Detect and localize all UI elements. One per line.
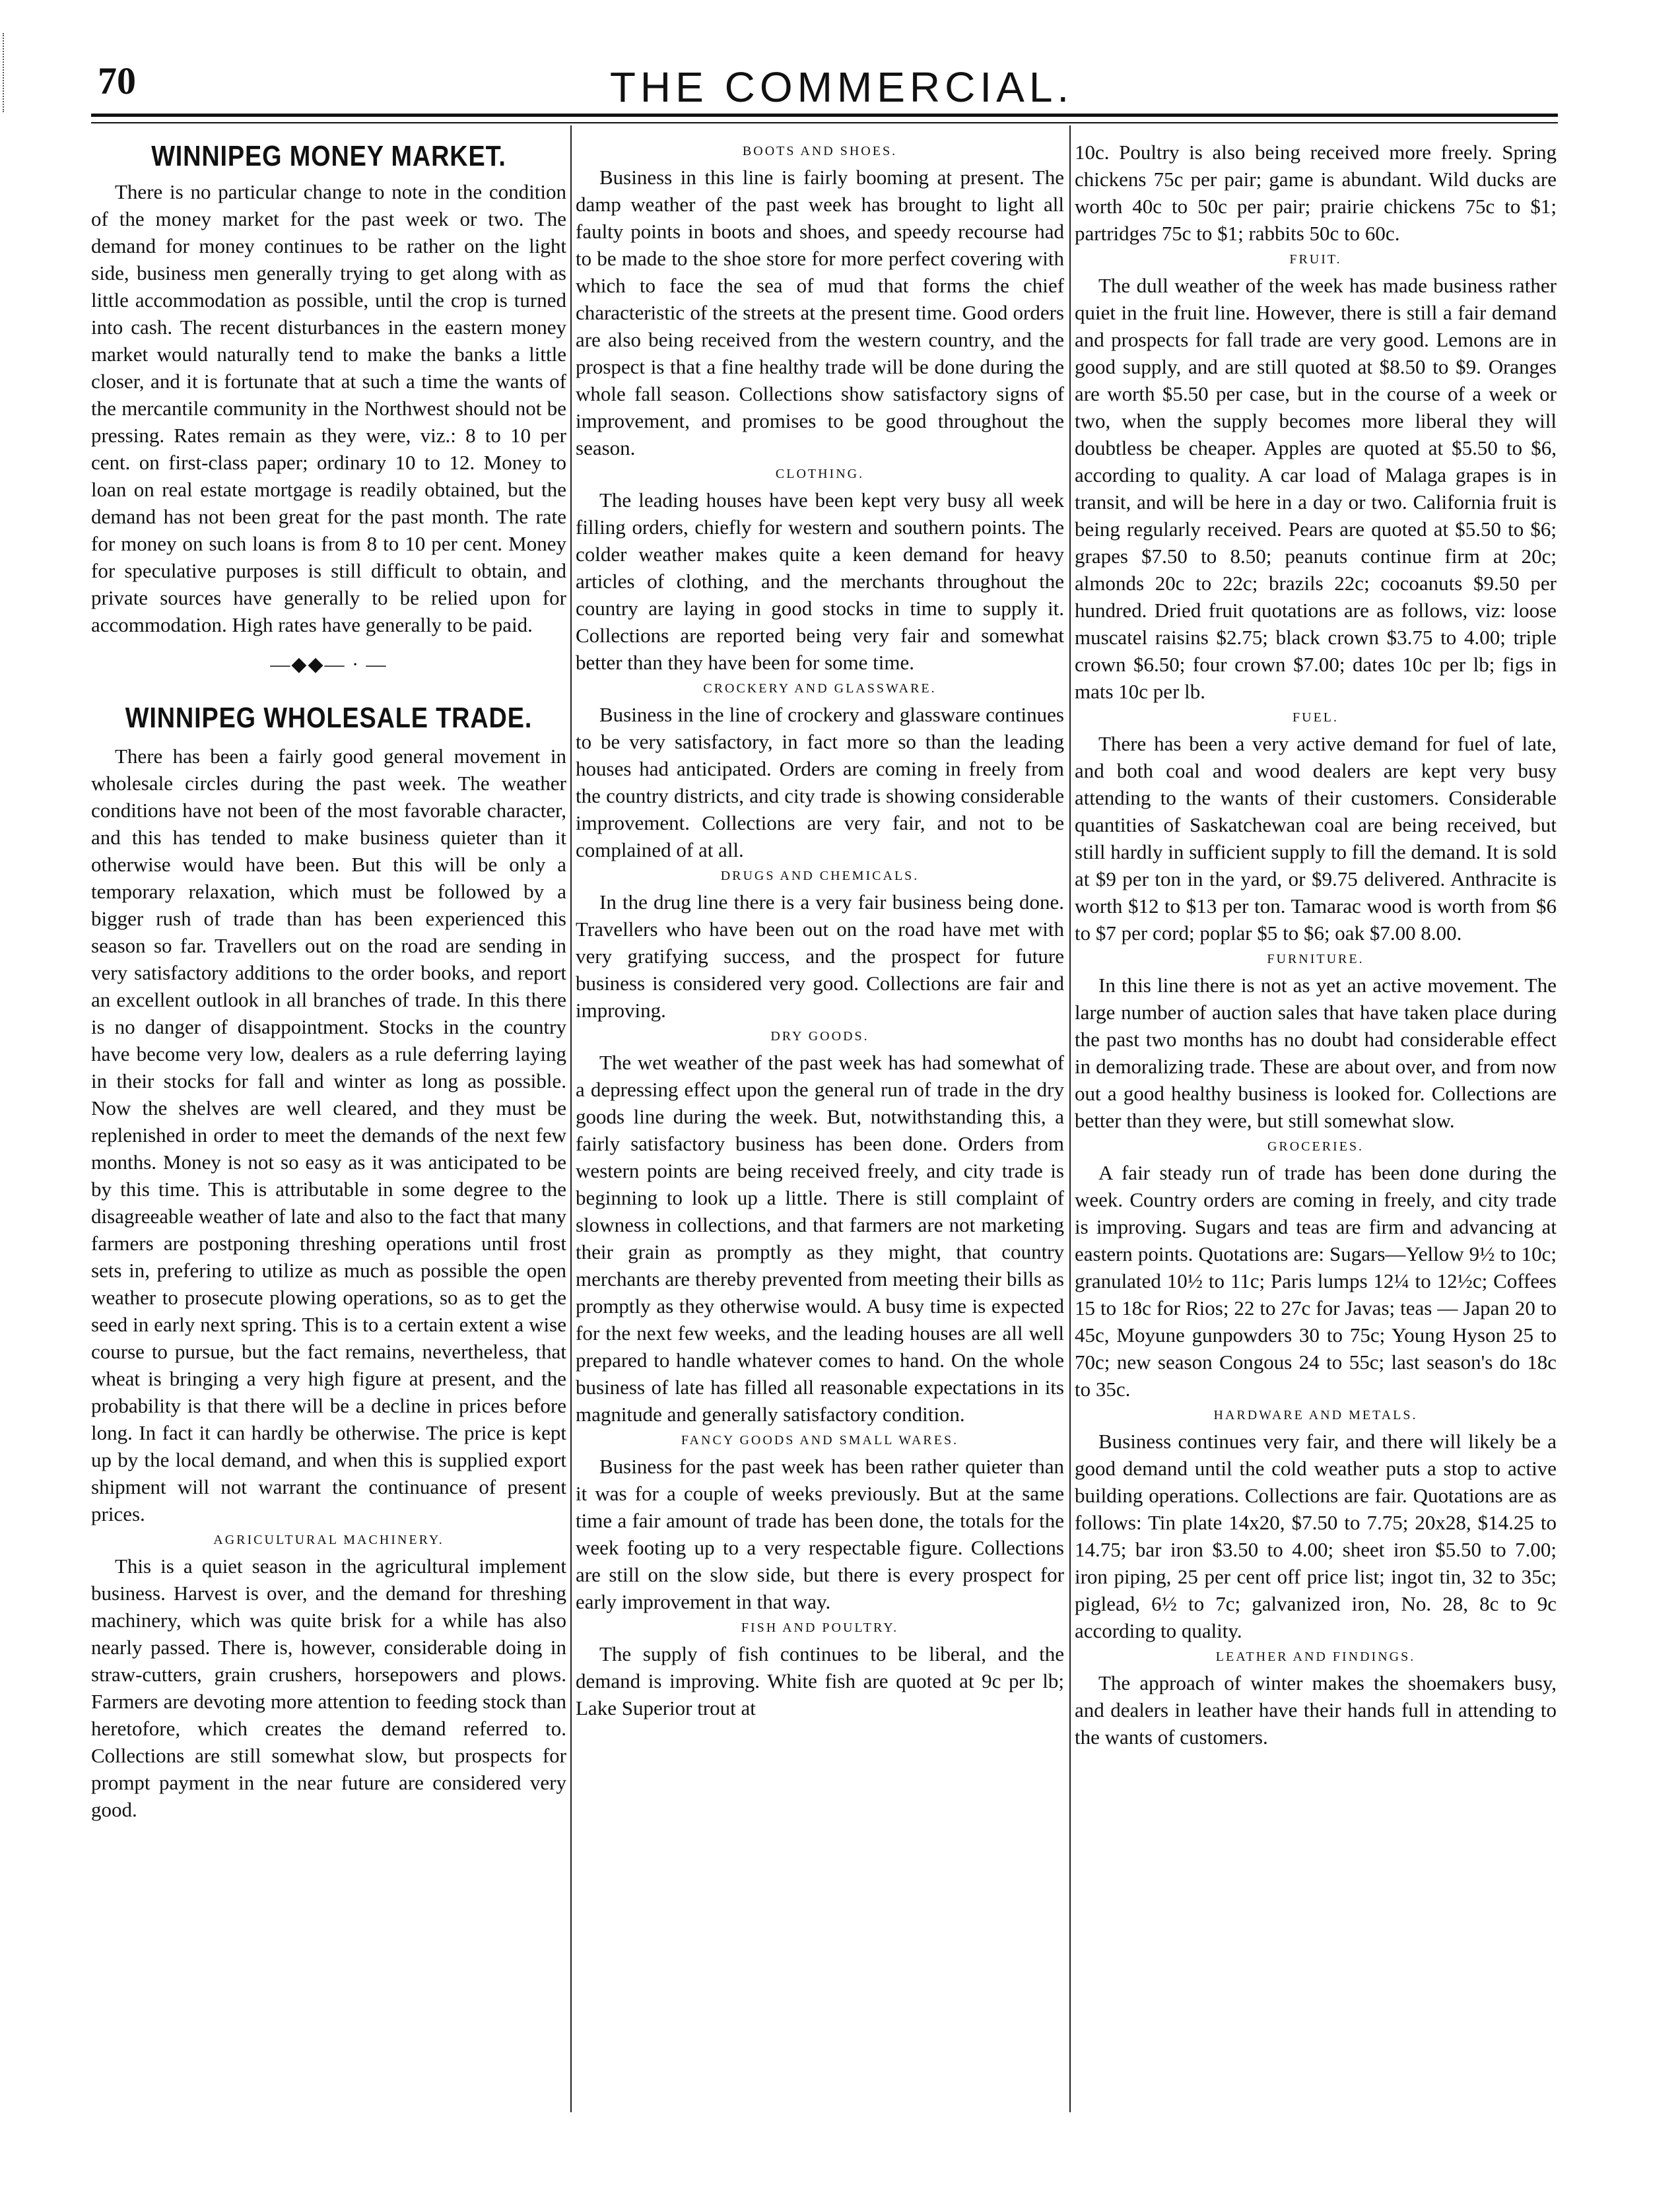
drugs-chemicals-paragraph: In the drug line there is a very fair business being done. Travellers who have been out on the road have met with very gratifying success, and the prospect for future business is considered very good. Collections are fair and improving. [576, 890, 1064, 1022]
hardware-metals-paragraph: Business continues very fair, and there will likely be a good demand until the cold weather puts a stop to active building operations. Collections are fair. Quotations are as follows: Tin plate 14x20, $7.50 to 7.75; 20x28, $14.25 to 14.75; bar iron $3.50 to 4.00; sheet iron $5.50 to 7.00; iron piping, 25 per cent off price list; ingot tin, 32 to 35c; piglead, 6½ to 7c; galvanized iron, No. 28, 8c to 9c according to quality. [1075, 1430, 1557, 1642]
clothing-paragraph: The leading houses have been kept very busy all week filling orders, chiefly for western and southern points. The colder weather makes quite a keen demand for heavy articles of clothing, and the merchants throughout the country are laying in good stocks in time to supply it. Collections are reported being very fair and somewhat better than they have been for some time. [576, 488, 1064, 674]
section-divider-ornament: —◆◆— · — [270, 653, 387, 675]
fruit-paragraph: The dull weather of the week has made business rather quiet in the fruit line. However, there is still a fair demand and prospects for fall trade are very good. Lemons are in good supply, and are still quoted at $8.50 to $9. Oranges are worth $5.50 per case, but in the course of a week or two, when the supply becomes more liberal they will doubtless be cheaper. Apples are quoted at $5.50 to $6, according to quality. A car load of Malaga grapes is in transit, and will be here in a day or two. California fruit is being regularly received. Pears are quoted at $5.50 to $6; grapes $7.50 to 8.50; peanuts continue firm at 20c; almonds 20c to 22c; brazils 22c; cocoanuts $9.50 per hundred. Dried fruit quotations are as follows, viz: loose muscatel raisins $2.75; black crown $3.75 to 4.00; triple crown $6.50; four crown $7.00; dates 10c per lb; figs in mats 10c per lb. [1075, 274, 1557, 703]
dry-goods-paragraph: The wet weather of the past week has had somewhat of a depressing effect upon the general run of trade in the dry goods line during the week. But, notwithstanding this, a fairly satisfactory business has been done. Orders from western points are being received freely, and city trade is beginning to look up a little. There is still complaint of slowness in collections, and that farmers are not marketing their grain as promptly as they might, that country merchants are thereby prevented from meeting their bills as promptly as they otherwise would. A busy time is expected for the next few weeks, and the leading houses are all well prepared to handle whatever comes to hand. On the whole business of late has filled all reasonable expectations in its magnitude and generally satisfactory condition. [576, 1051, 1064, 1426]
boots-shoes-paragraph: Business in this line is fairly booming at present. The damp weather of the past week has brought to light all faulty points in boots and shoes, and speedy recourse had to be made to the shoe store for more perfect covering with which to face the sea of mud that forms the chief characteristic of the streets at the present time. Good orders are also being received from the western country, and the prospect is that a fine healthy trade will be done during the whole fall season. Collections show satisfactory signs of improvement, and promises to be good throughout the season. [576, 166, 1064, 459]
fancy-goods-paragraph: Business for the past week has been rather quieter than it was for a couple of weeks previously. But at the same time a fair amount of trade has been done, the totals for the week footing up to a very respectable figure. Collections are still on the slow side, but there is every prospect for early improvement in that way. [576, 1455, 1064, 1613]
fancy-goods-heading: FANCY GOODS AND SMALL WARES. [681, 1433, 959, 1448]
fuel-paragraph: There has been a very active demand for fuel of late, and both coal and wood dealers are kept very busy attending to the wants of their customers. Considerable quantities of Saskatchewan coal are being received, but still hardly in sufficient supply to fill the demand. It is sold at $9 per ton in the yard, or $9.75 delivered. Anthracite is worth $12 to $13 per ton. Tamarac wood is worth from $6 to $7 per cord; poplar $5 to $6; oak $7.00 8.00. [1075, 732, 1557, 945]
drugs-chemicals-heading: DRUGS AND CHEMICALS. [720, 869, 920, 883]
agricultural-machinery-heading: AGRICULTURAL MACHINERY. [213, 1533, 444, 1547]
wholesale-trade-paragraph: There has been a fairly good general movement in wholesale circles during the past week. The weather conditions have not been of the most favorable character, and this has tended to make business quieter than it otherwise would have been. But this will be only a temporary relaxation, which must be followed by a bigger rush of trade than has been experienced this season so far. Travellers out on the road are sending in very satisfactory additions to the order books, and report an excellent outlook in all branches of trade. In this there is no danger of disappointment. Stocks in the country have become very low, dealers as a rule deferring laying in their stocks for fall and winter as long as possible. Now the shelves are well cleared, and they must be replenished in order to meet the demands of the next few months. Money is not so easy as it was anticipated to be by this time. This is attributable in some degree to the disagreeable weather of late and also to the fact that many farmers are postponing threshing operations until frost sets in, prefering to utilize as much as possible the open weather to prosecute plowing operations, so as to get the seed in early next spring. This is to a certain extent a wise course to pursue, but the fact remains, nevertheless, that wheat is bringing a very high figure at present, and the probability is that there will be a decline in prices before long. In fact it can hardly be otherwise. The price is kept up by the local demand, and when this is supplied export shipment will not warrant the continuance of present prices. [91, 745, 566, 1525]
column-2 [576, 139, 1064, 1721]
groceries-heading: GROCERIES. [1267, 1139, 1364, 1154]
masthead-rule-thin [91, 122, 1558, 123]
money-market-heading: WINNIPEG MONEY MARKET. [151, 140, 506, 172]
masthead-rule-thick [91, 114, 1558, 117]
agricultural-machinery-paragraph: This is a quiet season in the agricultural implement business. Harvest is over, and the demand for threshing machinery, which was quite brisk for a while has also nearly passed. There is, however, considerable doing in straw-cutters, grain crushers, horsepowers and plows. Farmers are devoting more attention to feeding stock than heretofore, which creates the demand referred to. Collections are still somewhat slow, but prospects for prompt payment in the near future are considered very good. [91, 1554, 566, 1821]
leather-findings-heading: LEATHER AND FINDINGS. [1215, 1650, 1416, 1664]
boots-shoes-heading: BOOTS AND SHOES. [742, 144, 898, 158]
column-rule-1 [570, 125, 572, 2112]
crockery-glassware-paragraph: Business in the line of crockery and glassware continues to be very satisfactory, in fact more so than the leading houses had anticipated. Orders are coming in freely from the country districts, and city trade is showing considerable improvement. Collections are very fair, and not to be complained of at all. [576, 703, 1064, 861]
furniture-heading: FURNITURE. [1267, 952, 1364, 966]
leather-findings-paragraph: The approach of winter makes the shoemakers busy, and dealers in leather have their hands full in attending to the wants of customers. [1075, 1671, 1557, 1749]
money-market-paragraph: There is no particular change to note in the condition of the money market for the past week or two. The demand for money continues to be rather on the light side, business men generally trying to get along with as little accommodation as possible, until the crop is turned into cash. The recent disturbances in the eastern money market would naturally tend to make the banks a little closer, and it is fortunate that at such a time the wants of the mercantile community in the Northwest should not be pressing. Rates remain as they were, viz.: 8 to 10 per cent. on first-class paper; ordinary 10 to 12. Money to loan on real estate mortgage is readily obtained, but the demand has not been great for the past month. The rate for money on such loans is from 8 to 10 per cent. Money for speculative purposes is still difficult to obtain, and private sources have generally to be relied upon for accommodation. High rates have generally to be paid. [91, 180, 566, 636]
groceries-paragraph: A fair steady run of trade has been done during the week. Country orders are coming in freely, and city trade is improving. Sugars and teas are firm and advancing at eastern points. Quotations are: Sugars—Yellow 9½ to 10c; granulated 10½ to 11c; Paris lumps 12¼ to 12½c; Coffees 15 to 18c for Rios; 22 to 27c for Javas; teas — Japan 20 to 45c, Moyune gunpowders 30 to 75c; Young Hyson 25 to 70c; new season Congous 24 to 55c; last season's do 18c to 35c. [1075, 1161, 1557, 1401]
binding-edge-mark [3, 33, 8, 112]
dry-goods-heading: DRY GOODS. [770, 1029, 869, 1044]
page-number: 70 [98, 59, 136, 102]
fish-poultry-continued-paragraph: 10c. Poultry is also being received more freely. Spring chickens 75c per pair; game is abundant. Wild ducks are worth 40c to 50c per pair; prairie chickens 75c to $1; partridges 75c to $1; rabbits 50c to 60c. [1075, 141, 1557, 245]
fish-poultry-heading: FISH AND POULTRY. [741, 1621, 899, 1635]
fuel-heading: FUEL. [1293, 710, 1339, 725]
fruit-heading: FRUIT. [1289, 252, 1342, 267]
column-rule-2 [1069, 125, 1071, 2112]
column-3 [1075, 139, 1557, 1751]
crockery-glassware-heading: CROCKERY AND GLASSWARE. [703, 681, 937, 696]
masthead-title: THE COMMERCIAL. [609, 63, 1074, 111]
wholesale-trade-heading: WINNIPEG WHOLESALE TRADE. [125, 702, 533, 734]
furniture-paragraph: In this line there is not as yet an active movement. The large number of auction sales that have taken place during the past two months has no doubt had considerable effect in demoralizing trade. These are about over, and from now out a good healthy business is looked for. Collections are better than they were, but still somewhat slow. [1075, 974, 1557, 1132]
clothing-heading: CLOTHING. [775, 467, 865, 481]
hardware-metals-heading: HARDWARE AND METALS. [1213, 1408, 1418, 1422]
fish-poultry-paragraph: The supply of fish continues to be liberal, and the demand is improving. White fish are quoted at 9c per lb; Lake Superior trout at [576, 1642, 1064, 1720]
column-1 [91, 139, 566, 1823]
